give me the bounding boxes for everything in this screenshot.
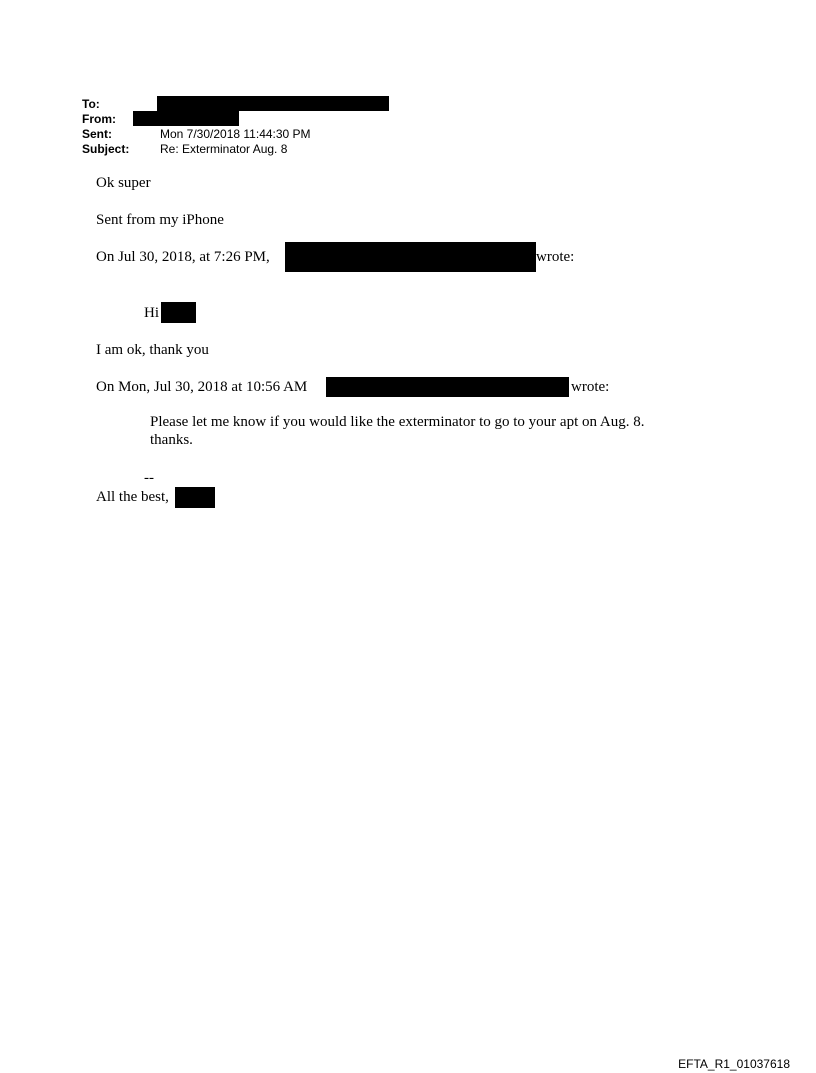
greeting-text: Hi	[144, 305, 159, 321]
signature-separator: --	[144, 470, 154, 486]
redacted-sender	[133, 111, 239, 126]
quote1-wrote: wrote:	[536, 249, 575, 265]
subject-value: Re: Exterminator Aug. 8	[160, 142, 288, 156]
redacted-closing-name	[175, 487, 215, 508]
reply-text: Ok super	[96, 175, 151, 191]
status-line: I am ok, thank you	[96, 342, 209, 358]
original-message-body: Please let me know if you would like the exterminator to go to your apt on Aug. 8. thanks.	[150, 414, 645, 448]
redacted-quote2-author	[326, 377, 569, 397]
to-label: To:	[82, 97, 100, 111]
subject-label: Subject:	[82, 142, 130, 156]
redacted-quote1-author	[285, 242, 536, 272]
closing-text: All the best,	[96, 489, 169, 505]
sent-label: Sent:	[82, 127, 112, 141]
from-label: From:	[82, 112, 116, 126]
signature-line: Sent from my iPhone	[96, 212, 224, 228]
quote1-intro: On Jul 30, 2018, at 7:26 PM,	[96, 249, 270, 265]
quote2-wrote: wrote:	[571, 379, 610, 395]
redacted-recipient	[157, 96, 389, 111]
quote2-intro: On Mon, Jul 30, 2018 at 10:56 AM	[96, 379, 308, 395]
sent-value: Mon 7/30/2018 11:44:30 PM	[160, 127, 311, 141]
document-id: EFTA_R1_01037618	[678, 1057, 790, 1071]
redacted-greeting-name	[161, 302, 196, 323]
